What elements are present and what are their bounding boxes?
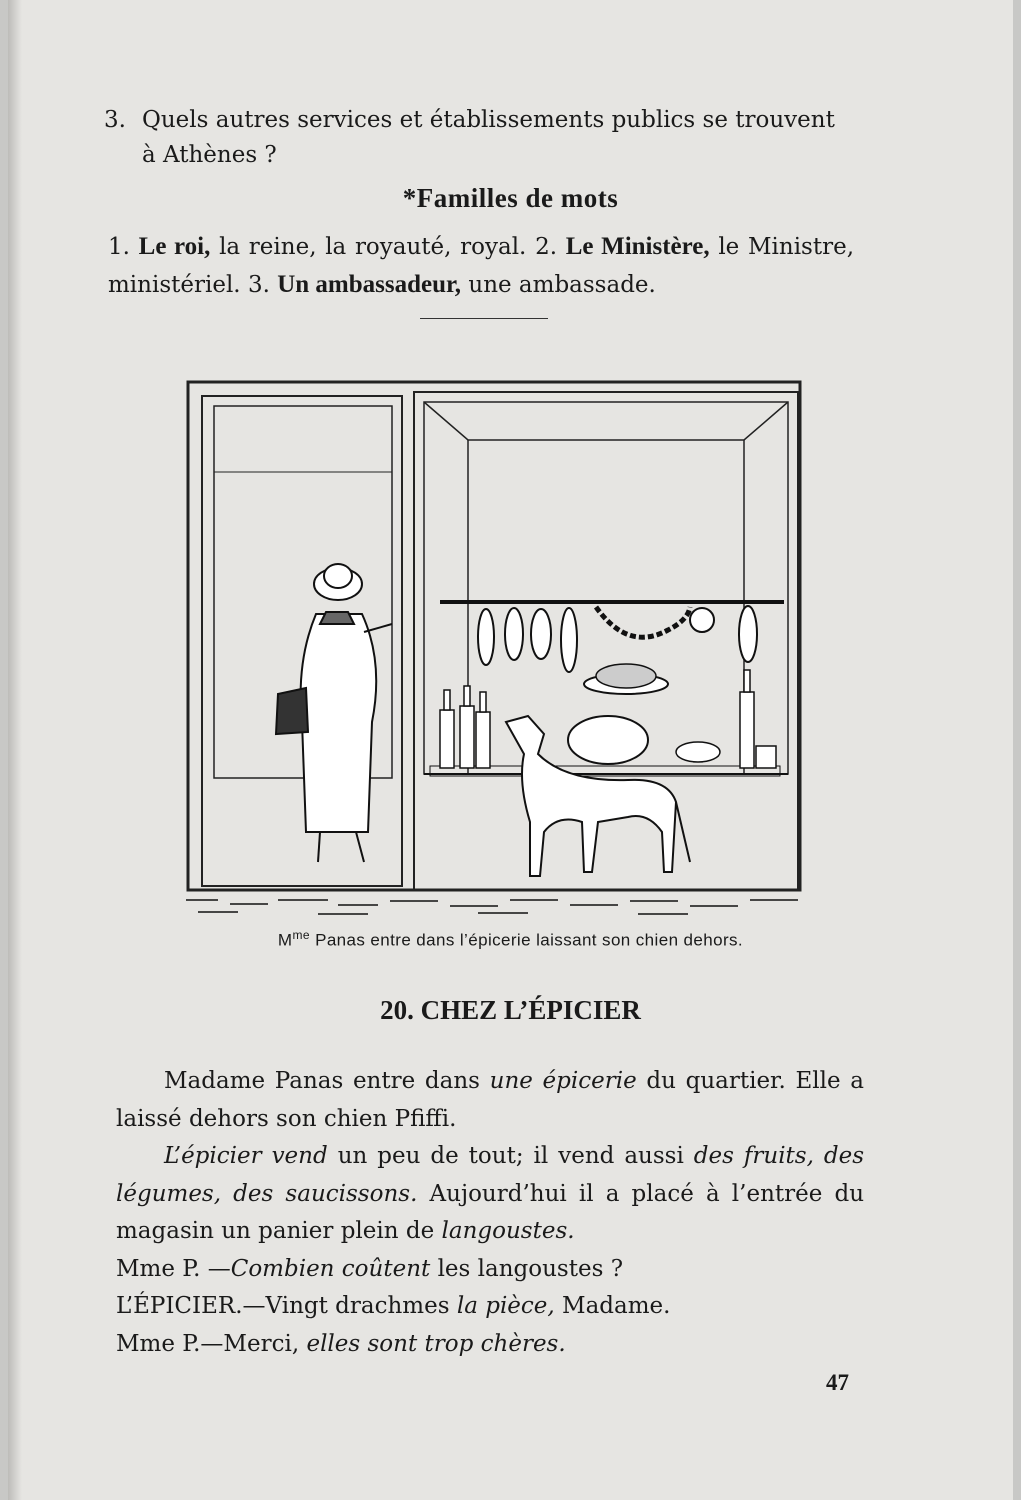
dialogue-line-1: [116, 1251, 864, 1289]
dialogue-line-2: [116, 1288, 864, 1326]
question-3: [104, 103, 874, 173]
d3-italic: elles sont trop chères.: [306, 1330, 566, 1357]
caption-text: Panas entre dans l’épicerie laissant son chien dehors.: [315, 930, 744, 950]
grocery-shop-illustration: [178, 362, 808, 922]
d1-speaker: Mme P. —: [116, 1255, 231, 1282]
family-2-words: le Ministre, ministériel.: [108, 234, 855, 298]
question-line-2: à Athènes ?: [142, 142, 277, 168]
roast: [568, 716, 648, 764]
p1-text-a: Madame Panas entre dans: [164, 1068, 480, 1094]
d2-text-c: Madame.: [562, 1293, 671, 1319]
caption-prefix: M: [277, 930, 293, 950]
p2-italic-a: L’épicier vend: [164, 1143, 328, 1169]
family-1-number: 1.: [108, 234, 130, 260]
d2-italic: la pièce,: [456, 1293, 555, 1319]
p2-text-d: Aujourd’hui il a placé à l’entrée du magasin un panier plein de: [116, 1180, 865, 1244]
lesson-text: [116, 1063, 864, 1363]
family-2-number: 2.: [535, 234, 558, 260]
d1-italic: Combien coûtent: [230, 1255, 431, 1282]
dialogue-line-3: [116, 1326, 864, 1364]
p2-italic-c: des fruits, des légumes, des saucissons.: [116, 1143, 865, 1207]
woman-figure: [276, 564, 392, 862]
d2-speaker: L’ÉPICIER.—: [116, 1293, 266, 1319]
separator-rule: [420, 318, 548, 319]
word-families-list: [108, 228, 854, 304]
page-number: 47: [826, 1370, 849, 1395]
d3-speaker: Mme P.—: [116, 1330, 224, 1357]
p2-italic-e: langoustes.: [441, 1218, 575, 1244]
ground-hatching: [186, 900, 798, 914]
question-number: 3.: [104, 107, 126, 133]
hanging-sausages: [478, 606, 757, 672]
word-families-title: *Familles de mots: [402, 183, 619, 213]
p1-text-c: du quartier. Elle a laissé dehors son chien Pfiffi.: [116, 1068, 865, 1132]
family-3-words: une ambassade.: [468, 272, 656, 298]
d3-text: Merci,: [223, 1330, 300, 1357]
family-3-number: 3.: [247, 272, 270, 298]
family-1-head: Le roi,: [138, 233, 211, 260]
paragraph-1: [116, 1063, 864, 1138]
p1-italic: une épicerie: [489, 1068, 637, 1094]
lesson-title: 20. CHEZ L’ÉPICIER: [380, 995, 641, 1025]
d1-text: les langoustes ?: [437, 1255, 624, 1282]
d2-text-a: Vingt drachmes: [265, 1293, 450, 1319]
book-page: [8, 0, 1013, 1500]
p2-text-b: un peu de tout; il vend aussi: [337, 1143, 684, 1169]
caption-superscript: me: [292, 928, 310, 942]
paragraph-2: [116, 1138, 864, 1251]
illustration-caption: [8, 928, 1013, 951]
question-line-1: Quels autres services et établissements publics se trouvent: [142, 107, 835, 133]
family-1-words: la reine, la royauté, royal.: [219, 234, 527, 260]
family-3-head: Un ambassadeur,: [277, 271, 462, 298]
family-2-head: Le Ministère,: [565, 233, 710, 260]
